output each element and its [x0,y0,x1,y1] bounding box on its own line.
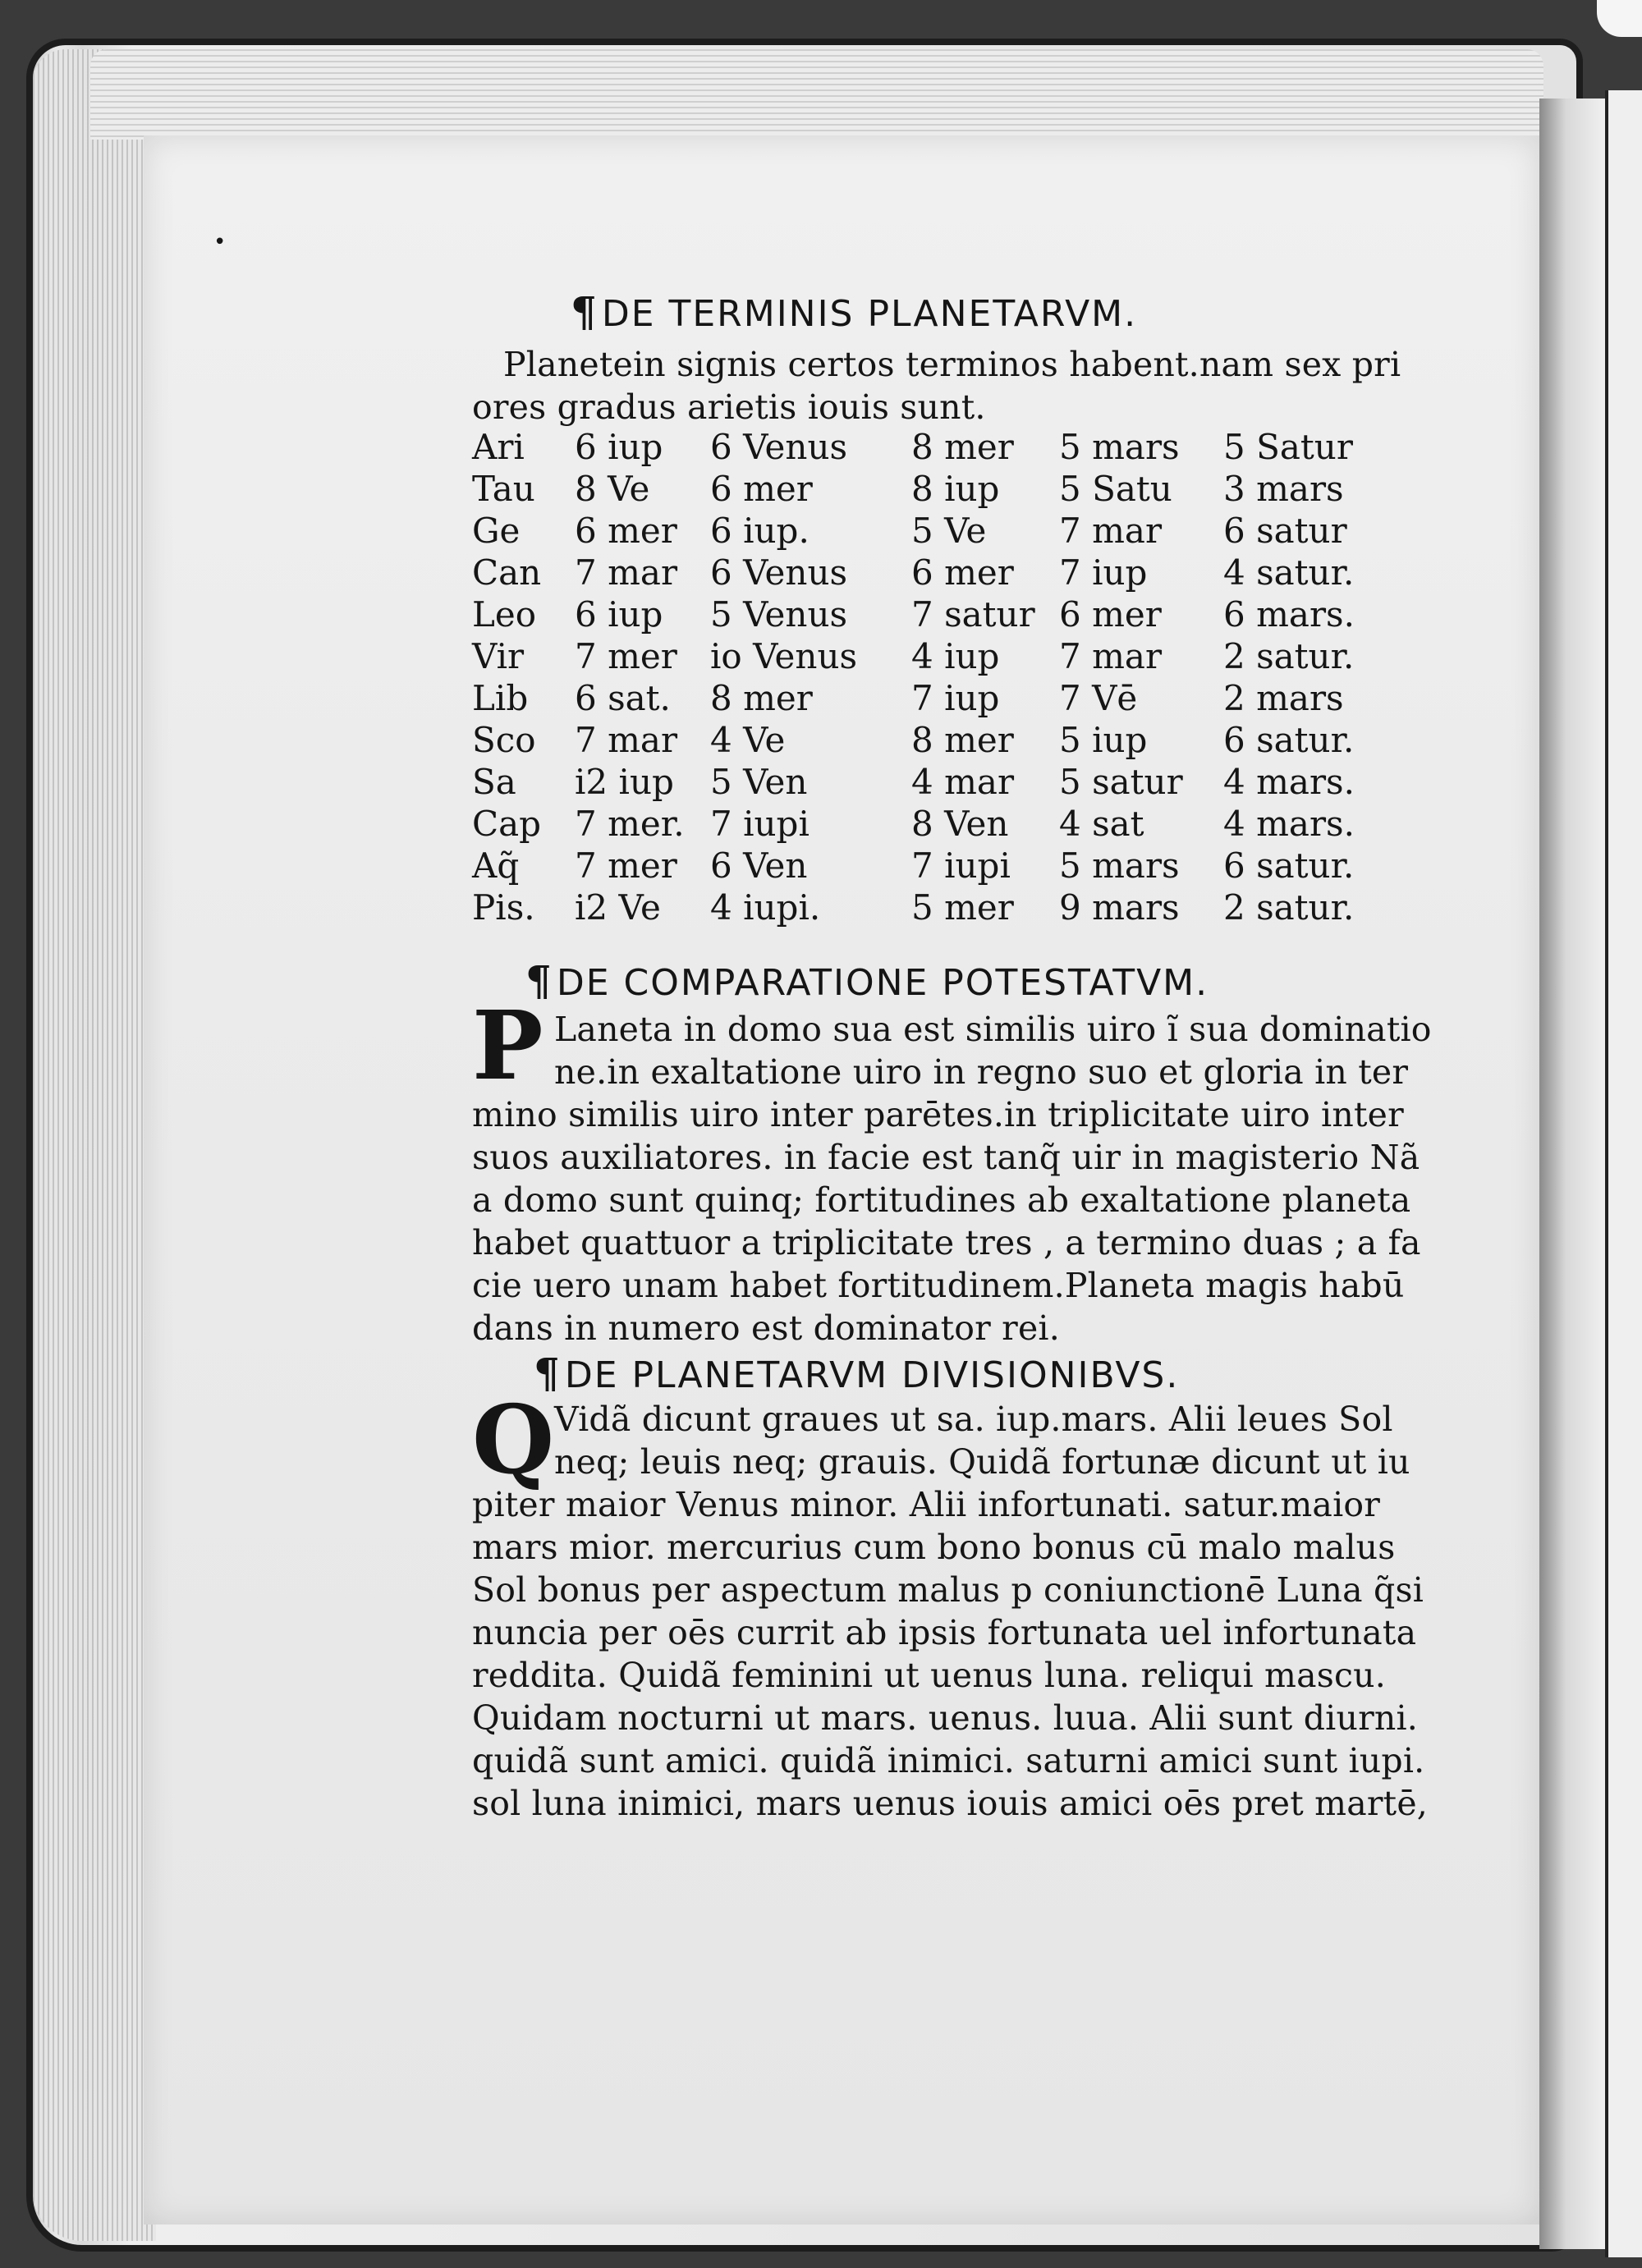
intro-line-1: Planetein signis certos terminos habent.nam sex pri [503,345,1401,384]
heading-divisionibus: ¶DE PLANETARVM DIVISIONIBVS. [534,1349,1180,1397]
text-line: a domo sunt quinq; fortitudines ab exaltatione planeta [472,1180,1411,1220]
pilcrow-icon: ¶ [534,1349,562,1397]
text-line: mino similis uiro inter parētes.in triplicitate uiro inter [472,1095,1404,1134]
book-page: • ¶DE TERMINIS PLANETARVM. Planetein signis certos terminos habent.nam sex pri ores gradus arietis iouis sunt. Ari 6 iup 6 Venus 8 mer 5 mars 5 Satur Tau 8 Ve 6 mer 8 iup 5 Satu 3 mars Ge 6 mer 6 iup. 5 Ve 7 mar 6 satur Can 7 mar 6 Venus 6 mer 7 iup 4 satur. Leo 6 iup 5 Venus 7 satur 6 mer 6 mars. Vir 7 mer io Venus 4 iup 7 mar 2 satur. Lib 6 sat. 8 mer 7 iup 7 Vē 2 mars Sco 7 mar 4 Ve 8 mer 5 iup 6 satur. Sa i2 iup 5 Ven 4 mar 5 satur 4 mars. Cap 7 mer. 7 iupi 8 Ven 4 sat 4 mars. Aq̃ 7 mer 6 Ven 7 iupi 5 mars 6 satur. Pis. i2 Ve 4 iupi. 5 mer 9 mars 2 satur. ¶DE COMPARATIONE POTESTATVM. P Laneta in domo sua est similis uiro ĩ sua dominatio ne.in exaltatione uiro in regno suo et gloria in ter mino similis uiro inter parētes.in triplicitate uiro inter suos auxiliatores. in facie est tanq̃ uir in magisterio Nã a domo sunt quinq; fortitudines ab exaltatione planeta habet quattuor a triplicitate tres , a termino duas ; a fa cie uero unam habet fortitudinem.Planeta magis habū dans in numero est dominator rei. ¶DE PLANETARVM DIVISIONIBVS. Q Vidã dicunt graues ut sa. iup.mars. Alii leues Sol neq; leuis neq; grauis. Quidã fortunæ dicunt ut iu piter maior Venus minor. Alii infortunati. satur.maior mars mior. mercurius cum bono bonus cū malo malus Sol bonus per aspectum malus p coniunctionē Luna q̃si nuncia per oēs currit ab ipsis fortunata uel infortunata reddita. Quidã feminini ut uenus luna. reliqui mascu. Quidam nocturni ut mars. uenus. luua. Alii sunt diurni. quidã sunt amici. quidã inimici. saturni amici sunt iupi. sol luna inimici, mars uenus iouis amici oēs pret martē, [144,135,1539,2224]
text-line: quidã sunt amici. quidã inimici. saturni amici sunt iupi. [472,1741,1425,1780]
margin-mark: • [213,230,227,254]
dropcap-p: P [472,991,544,1102]
text-line: Quidam nocturni ut mars. uenus. luua. Alii sunt diurni. [472,1698,1419,1738]
text-line: Sol bonus per aspectum malus p coniunctionē Luna q̃si [472,1570,1424,1610]
text-line: cie uero unam habet fortitudinem.Planeta magis habū [472,1266,1405,1305]
text-line: dans in numero est dominator rei. [472,1308,1060,1348]
text-line: suos auxiliatores. in facie est tanq̃ uir in magisterio Nã [472,1138,1420,1177]
text-line: Vidã dicunt graues ut sa. iup.mars. Alii leues Sol [554,1400,1393,1439]
heading-terminis: ¶DE TERMINIS PLANETARVM. [571,287,1138,336]
text-line: piter maior Venus minor. Alii infortunati. satur.maior [472,1485,1381,1524]
heading-comparatione: ¶DE COMPARATIONE POTESTATVM. [525,956,1209,1005]
pilcrow-icon: ¶ [525,956,553,1005]
facing-page [1605,90,1642,2257]
text-line: neq; leuis neq; grauis. Quidã fortunæ dicunt ut iu [554,1442,1410,1482]
page-edges-left [33,49,156,2241]
text-line: Laneta in domo sua est similis uiro ĩ sua dominatio [554,1010,1432,1049]
dropcap-q: Q [472,1385,555,1496]
book-gutter [1539,99,1605,2249]
page-edges-top [90,49,1543,140]
text-line: reddita. Quidã feminini ut uenus luna. reliqui mascu. [472,1656,1386,1695]
text-line: ne.in exaltatione uiro in regno suo et gloria in ter [554,1052,1409,1092]
text-line: sol luna inimici, mars uenus iouis amici oēs pret martē, [472,1784,1429,1823]
text-line: nuncia per oēs currit ab ipsis fortunata uel infortunata [472,1613,1417,1652]
text-line: mars mior. mercurius cum bono bonus cū malo malus [472,1528,1396,1567]
pilcrow-icon: ¶ [571,287,599,336]
text-line: habet quattuor a triplicitate tres , a termino duas ; a fa [472,1223,1421,1262]
corner-highlight [1597,0,1642,37]
intro-line-2: ores gradus arietis iouis sunt. [472,387,986,427]
